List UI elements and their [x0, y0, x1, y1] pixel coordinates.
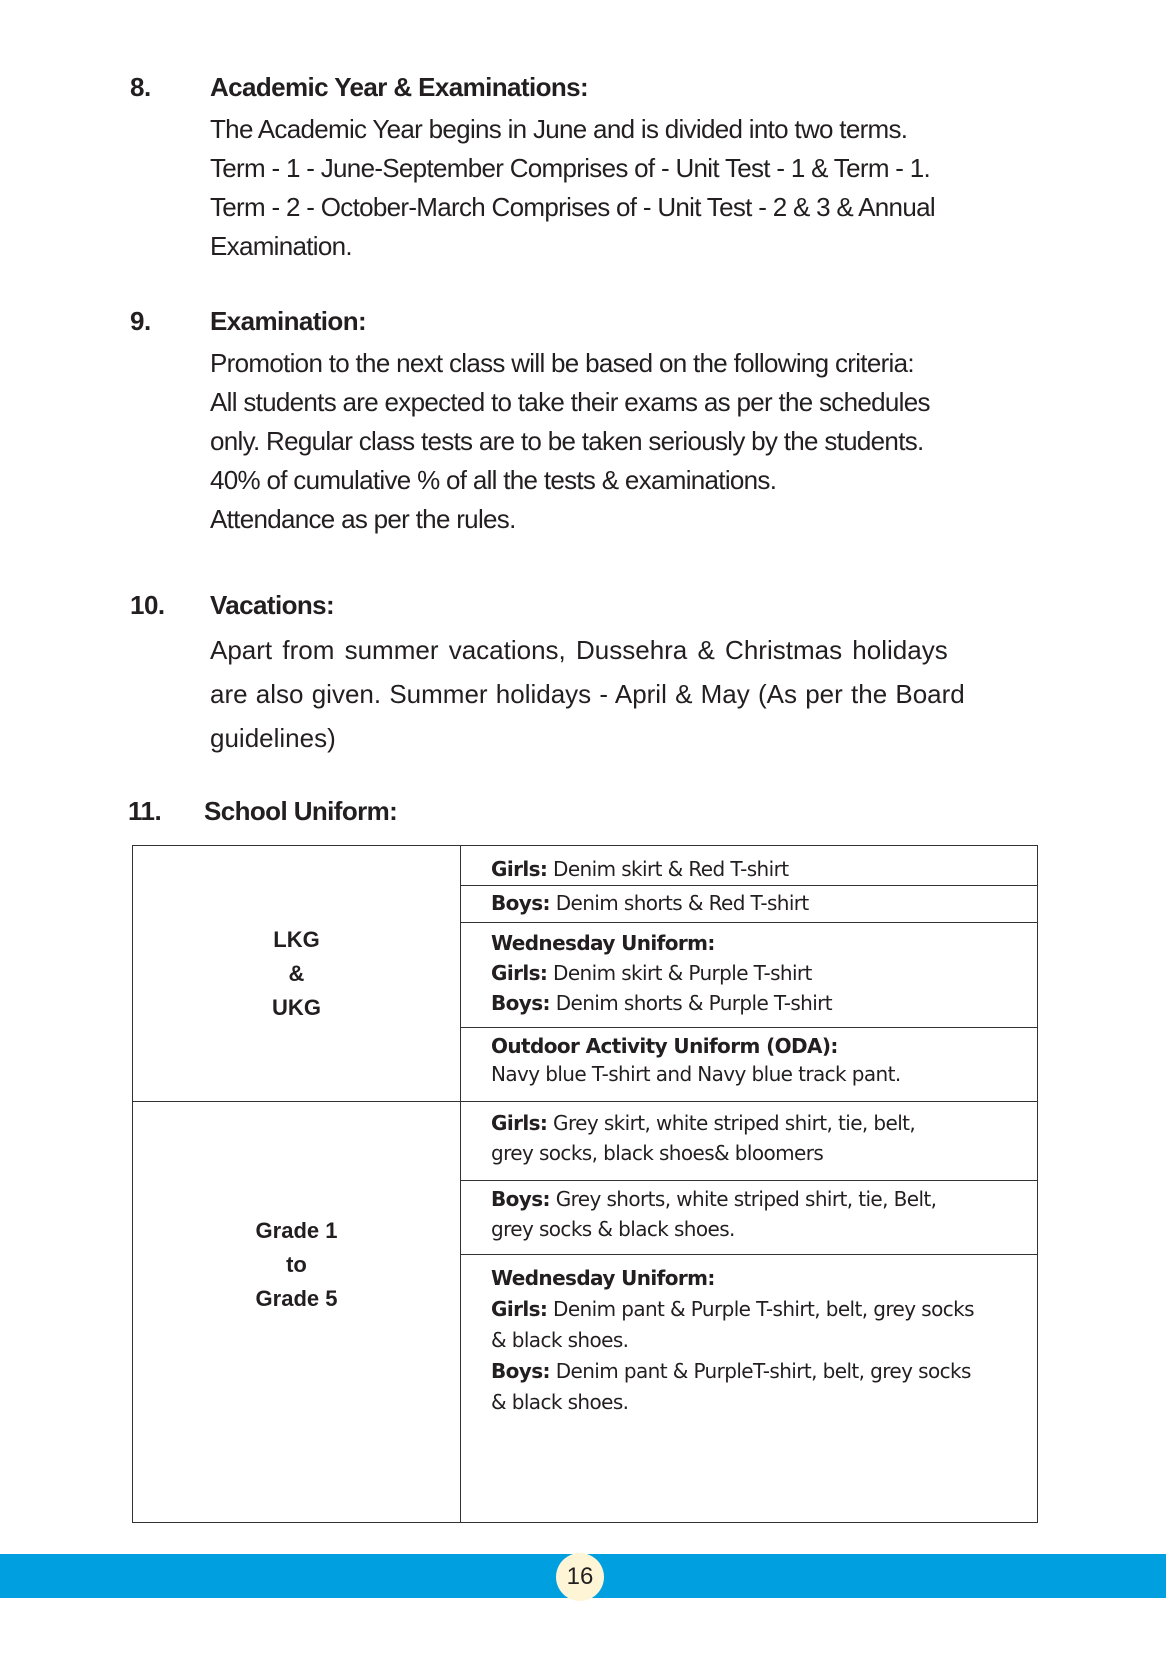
- cell-text: Grey shorts, white striped shirt, tie, Belt,: [549, 1187, 937, 1211]
- uniform-cell-boys: [461, 888, 1037, 918]
- row-divider: [461, 1027, 1037, 1028]
- grade-label: [133, 846, 460, 1101]
- uniform-cell-wednesday: [461, 1262, 1037, 1418]
- row-divider: [461, 1254, 1037, 1255]
- cell-text: Denim skirt & Purple T-shirt: [547, 961, 812, 985]
- body-line: 40% of cumulative % of all the tests & examinations.: [210, 465, 777, 495]
- section-heading: Academic Year & Examinations:: [210, 72, 589, 102]
- section-body: [210, 628, 1040, 760]
- page-number: 16: [566, 1563, 594, 1590]
- uniform-cell-girls: [461, 1108, 1037, 1168]
- body-line: only. Regular class tests are to be taken seriously by the students.: [210, 426, 924, 456]
- body-line: Term - 1 - June-September Comprises of - Unit Test - 1 & Term - 1.: [210, 153, 931, 183]
- grade-label-line: Grade 5: [255, 1286, 338, 1311]
- grade-label-line: LKG: [273, 926, 320, 952]
- cell-text: Grey skirt, white striped shirt, tie, belt,: [547, 1111, 916, 1135]
- uniform-cells: [460, 1102, 1037, 1522]
- grade-label-line: &: [288, 960, 305, 986]
- body-line: Apart from summer vacations, Dussehra & Christmas holidays: [210, 635, 948, 665]
- section-heading: Examination:: [210, 306, 367, 336]
- body-line: All students are expected to take their exams as per the schedules: [210, 387, 930, 417]
- cell-bold-label: Boys:: [491, 1187, 550, 1211]
- cell-bold-label: Boys:: [491, 891, 550, 915]
- row-divider: [461, 885, 1037, 886]
- table-row-lkg-ukg: [133, 846, 1037, 1101]
- cell-text: & black shoes.: [491, 1390, 629, 1414]
- row-divider: [461, 1180, 1037, 1181]
- uniform-cell-girls: [461, 854, 1037, 884]
- cell-bold-label: Girls:: [491, 1111, 548, 1135]
- cell-text: grey socks & black shoes.: [491, 1217, 735, 1241]
- body-line: Attendance as per the rules.: [210, 504, 516, 534]
- grade-label-line: Grade 1: [255, 1218, 338, 1243]
- table-row-grade-1-5: [133, 1102, 1037, 1522]
- cell-text: & black shoes.: [491, 1328, 629, 1352]
- row-divider: [461, 922, 1037, 923]
- cell-text: Navy blue T-shirt and Navy blue track pant.: [491, 1062, 901, 1086]
- body-line: Promotion to the next class will be based on the following criteria:: [210, 348, 914, 378]
- cell-bold-label: Outdoor Activity Uniform (ODA):: [491, 1034, 838, 1058]
- body-line: Term - 2 - October-March Comprises of - Unit Test - 2 & 3 & Annual: [210, 192, 935, 222]
- grade-label-line: to: [286, 1252, 307, 1277]
- cell-bold-label: Boys:: [491, 1359, 550, 1383]
- cell-bold-label: Wednesday Uniform:: [491, 1266, 715, 1290]
- section-body: [210, 110, 1040, 266]
- uniform-cell-wednesday: [461, 928, 1037, 1018]
- grade-label: [133, 1102, 460, 1522]
- section-number: 10.: [130, 590, 165, 620]
- cell-text: Denim pant & Purple T-shirt, belt, grey socks: [547, 1297, 974, 1321]
- page-number-badge: [556, 1553, 604, 1601]
- section-number: 8.: [130, 72, 151, 102]
- uniform-cell-oda: [461, 1032, 1037, 1088]
- body-line: The Academic Year begins in June and is divided into two terms.: [210, 114, 908, 144]
- cell-text: Denim shorts & Red T-shirt: [549, 891, 809, 915]
- cell-bold-label: Girls:: [491, 1297, 548, 1321]
- uniform-table: [132, 845, 1038, 1523]
- uniform-cells: [460, 846, 1037, 1101]
- cell-text: grey socks, black shoes& bloomers: [491, 1141, 824, 1165]
- body-line: Examination.: [210, 231, 352, 261]
- uniform-cell-boys: [461, 1184, 1037, 1244]
- body-line: are also given. Summer holidays - April & May (As per the Board: [210, 679, 965, 709]
- cell-bold-label: Girls:: [491, 961, 548, 985]
- grade-label-line: UKG: [272, 994, 321, 1020]
- cell-text: Denim skirt & Red T-shirt: [547, 857, 789, 881]
- section-heading: Vacations:: [210, 590, 335, 620]
- cell-text: Denim shorts & Purple T-shirt: [549, 991, 833, 1015]
- section-body: [210, 344, 1040, 539]
- cell-bold-label: Boys:: [491, 991, 550, 1015]
- section-number: 11.: [128, 796, 162, 826]
- cell-bold-label: Wednesday Uniform:: [491, 931, 715, 955]
- cell-text: Denim pant & PurpleT-shirt, belt, grey socks: [549, 1359, 971, 1383]
- section-heading: School Uniform:: [204, 796, 398, 826]
- section-number: 9.: [130, 306, 151, 336]
- cell-bold-label: Girls:: [491, 857, 548, 881]
- body-line: guidelines): [210, 723, 336, 753]
